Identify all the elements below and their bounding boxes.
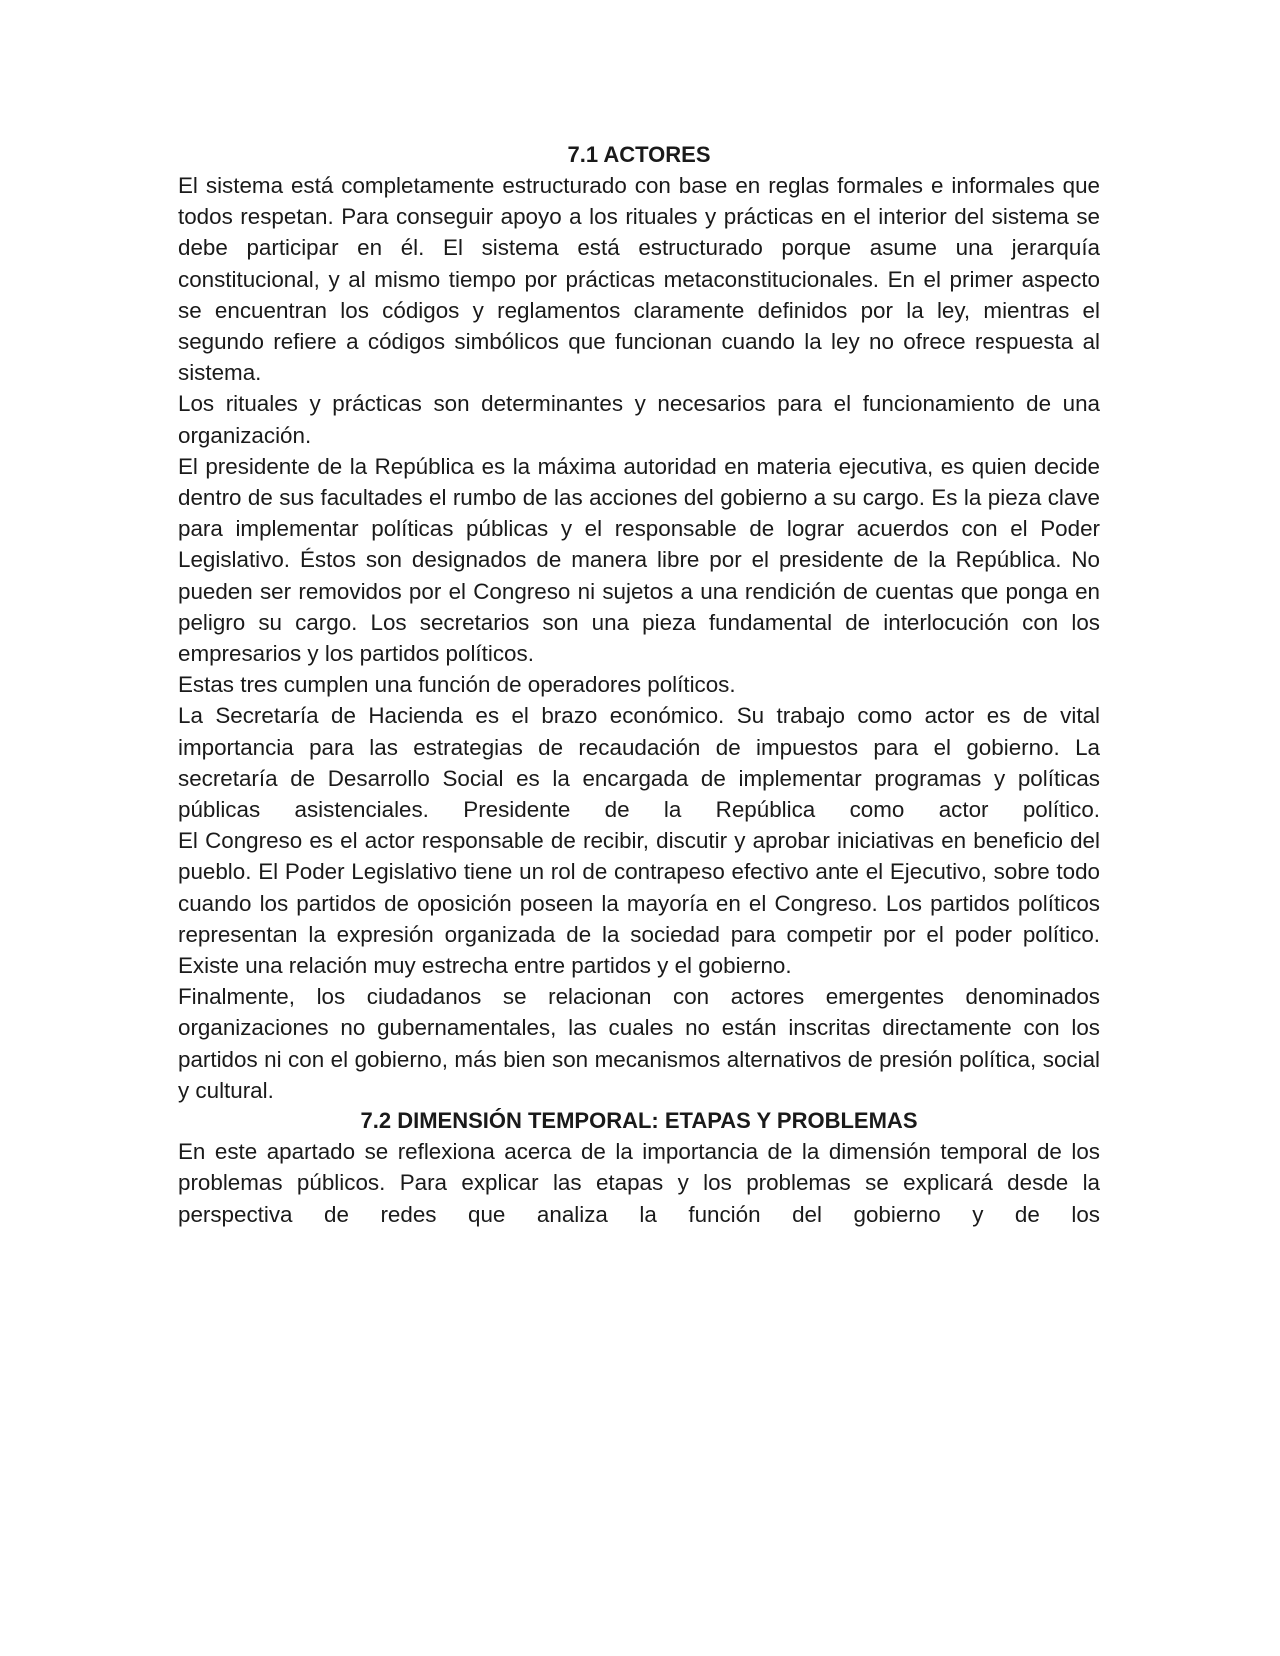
document-page <box>178 140 1100 1230</box>
paragraph-presidente: El presidente de la República es la máxima autoridad en materia ejecutiva, es quien decide dentro de sus facultades el rumbo de las acciones del gobierno a su cargo. Es la pieza clave para implementar políticas públicas y el responsable de lograr acuerdos con el Poder Legislativo. Éstos son designados de manera libre por el presidente de la República. No pueden ser removidos por el Congreso ni sujetos a una rendición de cuentas que ponga en peligro su cargo. Los secretarios son una pieza fundamental de interlocución con los empresarios y los partidos políticos. <box>178 453 1100 667</box>
paragraph-ciudadanos: Finalmente, los ciudadanos se relacionan con actores emergentes denominados organizaciones no gubernamentales, las cuales no están inscritas directamente con los partidos ni con el gobierno, más bien son mecanismos alternativos de presión política, social y cultural. <box>178 984 1100 1103</box>
paragraph-rituales: Los rituales y prácticas son determinantes y necesarios para el funcionamiento de una organización. <box>178 391 1100 448</box>
section-heading-actores: 7.1 ACTORES <box>567 142 711 167</box>
section-heading-dimension-temporal: 7.2 DIMENSIÓN TEMPORAL: ETAPAS Y PROBLEMAS <box>360 1108 918 1134</box>
paragraph-congreso: El Congreso es el actor responsable de recibir, discutir y aprobar iniciativas en beneficio del pueblo. El Poder Legislativo tiene un rol de contrapeso efectivo ante el Ejecutivo, sobre todo cuando los partidos de oposición poseen la mayoría en el Congreso. Los partidos políticos representan la expresión organizada de la sociedad para competir por el poder político. Existe una relación muy estrecha entre partidos y el gobierno. <box>178 828 1100 979</box>
paragraph-sistema: El sistema está completamente estructurado con base en reglas formales e informales que todos respetan. Para conseguir apoyo a los rituales y prácticas en el interior del sistema se debe participar en él. El sistema está estructurado porque asume una jerarquía constitucional, y al mismo tiempo por prácticas metaconstitucionales. En el primer aspecto se encuentran los códigos y reglamentos claramente definidos por la ley, mientras el segundo refiere a códigos simbólicos que funcionan cuando la ley no ofrece respuesta al sistema. <box>178 173 1100 386</box>
paragraph-dimension-temporal: En este apartado se reflexiona acerca de la importancia de la dimensión temporal de los problemas públicos. Para explicar las etapas y los problemas se explicará desde la perspectiva de redes que analiza la función del gobierno y de los <box>178 1139 1100 1227</box>
paragraph-operadores: Estas tres cumplen una función de operadores políticos. <box>178 672 736 698</box>
paragraph-secretarias: La Secretaría de Hacienda es el brazo económico. Su trabajo como actor es de vital importancia para las estrategias de recaudación de impuestos para el gobierno. La secretaría de Desarrollo Social es la encargada de implementar programas y políticas públicas asistenciales. Presidente de la República como actor político. <box>178 703 1100 823</box>
